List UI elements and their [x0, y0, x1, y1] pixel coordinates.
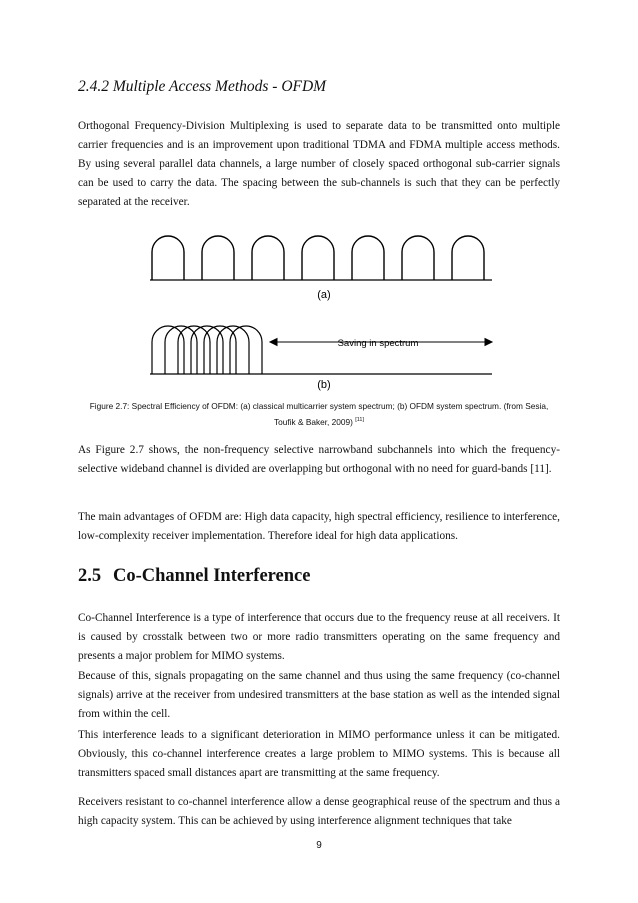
figure-caption	[78, 399, 560, 429]
subcarrier-a-4	[302, 236, 334, 280]
paragraph-ofdm-advantages: The main advantages of OFDM are: High data capacity, high spectral efficiency, resilience to interference, low-complexity receiver implementation. Therefore ideal for high data applications.	[78, 511, 560, 542]
subcarrier-a-1	[152, 236, 184, 280]
figure-caption-reference: [11]	[355, 417, 364, 423]
subcarrier-a-2	[202, 236, 234, 280]
subsection-title: 2.4.2 Multiple Access Methods - OFDM	[78, 78, 327, 95]
subcarrier-a-6	[402, 236, 434, 280]
saving-in-spectrum-label: Saving in spectrum	[337, 338, 419, 349]
paragraph-cci-impact: This interference leads to a significant deterioration in MIMO performance unless it can be mitigated. Obviously, this co-channel interference creates a large problem to MIMO systems. This is because all transmitters spaced small distances apart are transmitting at the same frequency.	[78, 729, 560, 779]
subcarrier-a-5	[352, 236, 384, 280]
subcarrier-a-7	[452, 236, 484, 280]
classical-multicarrier-spectrum	[152, 236, 484, 280]
section-number: 2.5	[78, 566, 102, 586]
paragraph-cci-cause: Because of this, signals propagating on the same channel and thus using the same frequency (co-channel signals) arrive at the receiver from undesired transmitters at the base station as well as the intended signal from within the cell.	[78, 670, 560, 720]
paragraph-cci-resistance: Receivers resistant to co-channel interference allow a dense geographical reuse of the spectrum and thus a high capacity system. This can be achieved by using interference alignment techniques that take	[78, 796, 560, 827]
label-b: (b)	[317, 379, 331, 391]
ofdm-overlapping-spectrum	[152, 326, 262, 374]
paragraph-cci-definition: Co-Channel Interference is a type of interference that occurs due to the frequency reuse at all receivers. It is caused by crosstalk between two or more radio transmitters operating on the same frequency and presents a major problem for MIMO systems.	[78, 612, 560, 662]
subcarrier-a-3	[252, 236, 284, 280]
label-a: (a)	[317, 289, 331, 301]
section-title: Co-Channel Interference	[113, 566, 311, 586]
paragraph-figure-description: As Figure 2.7 shows, the non-frequency selective narrowband subchannels into which the frequency-selective wideband channel is divided are overlapping but orthogonal with no need for guard-bands [11].	[78, 444, 560, 475]
ofdm-spectrum-figure	[146, 226, 496, 396]
page-number: 9	[316, 840, 322, 851]
paragraph-ofdm-intro: Orthogonal Frequency-Division Multiplexing is used to separate data to be transmitted onto multiple carrier frequencies and is an improvement upon traditional TDMA and FDMA multiple access methods. By using several parallel data channels, a large number of closely spaced orthogonal sub-carrier signals can be used to carry the data. The spacing between the sub-channels is such that they can be perfectly separated at the receiver.	[78, 120, 560, 208]
figure-caption-text: Figure 2.7: Spectral Efficiency of OFDM: (a) classical multicarrier system spectrum; (b) OFDM system spectrum. (from Sesia, Toufik & Baker, 2009)	[89, 401, 549, 427]
section-heading	[78, 566, 310, 587]
